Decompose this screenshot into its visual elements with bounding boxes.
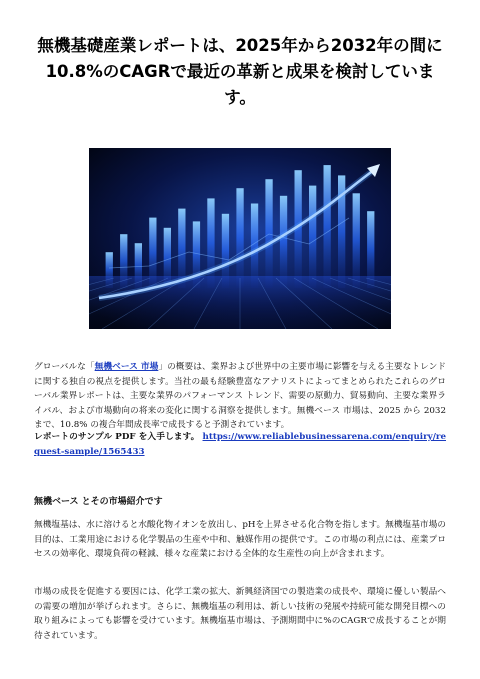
hero-bar (280, 196, 287, 288)
hero-image (89, 148, 391, 329)
hero-bar (251, 204, 258, 289)
sample-request-link[interactable]: https://www.reliablebusinessarena.com/enquiry/request-sample/1565433 (34, 432, 446, 457)
intro-paragraph (34, 360, 446, 433)
growth-paragraph: 市場の成長を促進する要因には、化学工業の拡大、新興経済国での製造業の成長や、環境に優しい製品への需要の増加が挙げられます。さらに、無機塩基の利用は、新しい技術の発展や持続可能な開発目標への取り組みによっても影響を受けています。無機塩基市場は、予測期間中に%のCAGRで成長することが期待されています。 (34, 587, 446, 641)
hero-bar (324, 165, 331, 288)
intro-suffix: 」の概要は、業界および世界中の主要市場に影響を与える主要なトレンドに関する独自の視点を提供します。当社の最も経験豊富なアナリストによってまとめられたこれらのグローバル業界レポートは、主要な業界のパフォーマンス トレンド、需要の原動力、貿易動向、主要な業界ライバル、および市場動向の将来の変化に関する洞察を提供します。無機ベース 市場は、2025 から 2032 まで、10.8% の複合年間成長率で成長すると予測されています。 (34, 362, 446, 431)
intro-prefix: グローバルな「 (34, 362, 95, 372)
hero-bar (309, 186, 316, 288)
section-heading: 無機ベース とその市場紹介です (34, 497, 163, 507)
market-keyword-link[interactable]: 無機ベース 市場 (94, 362, 159, 372)
hero-bar (265, 179, 272, 288)
page-title: 無機基礎産業レポートは、2025年から2032年の間に10.8%のCAGRで最近の革新と成果を検討しています。 (37, 36, 443, 107)
hero-bar (207, 198, 214, 288)
hero-bar (353, 193, 360, 288)
sample-request-paragraph (34, 430, 446, 459)
sample-label: レポートのサンプル PDF を入手します。 (34, 432, 200, 442)
hero-bar (236, 188, 243, 288)
definition-paragraph: 無機塩基は、水に溶けると水酸化物イオンを放出し、pHを上昇させる化合物を指します。無機塩基市場の目的は、工業用途における化学製品の生産や中和、触媒作用の提供です。この市場の利点には、産業プロセスの効率化、環境負荷の軽減、様々な産業における全体的な生産性の向上が含まれます。 (34, 520, 446, 560)
